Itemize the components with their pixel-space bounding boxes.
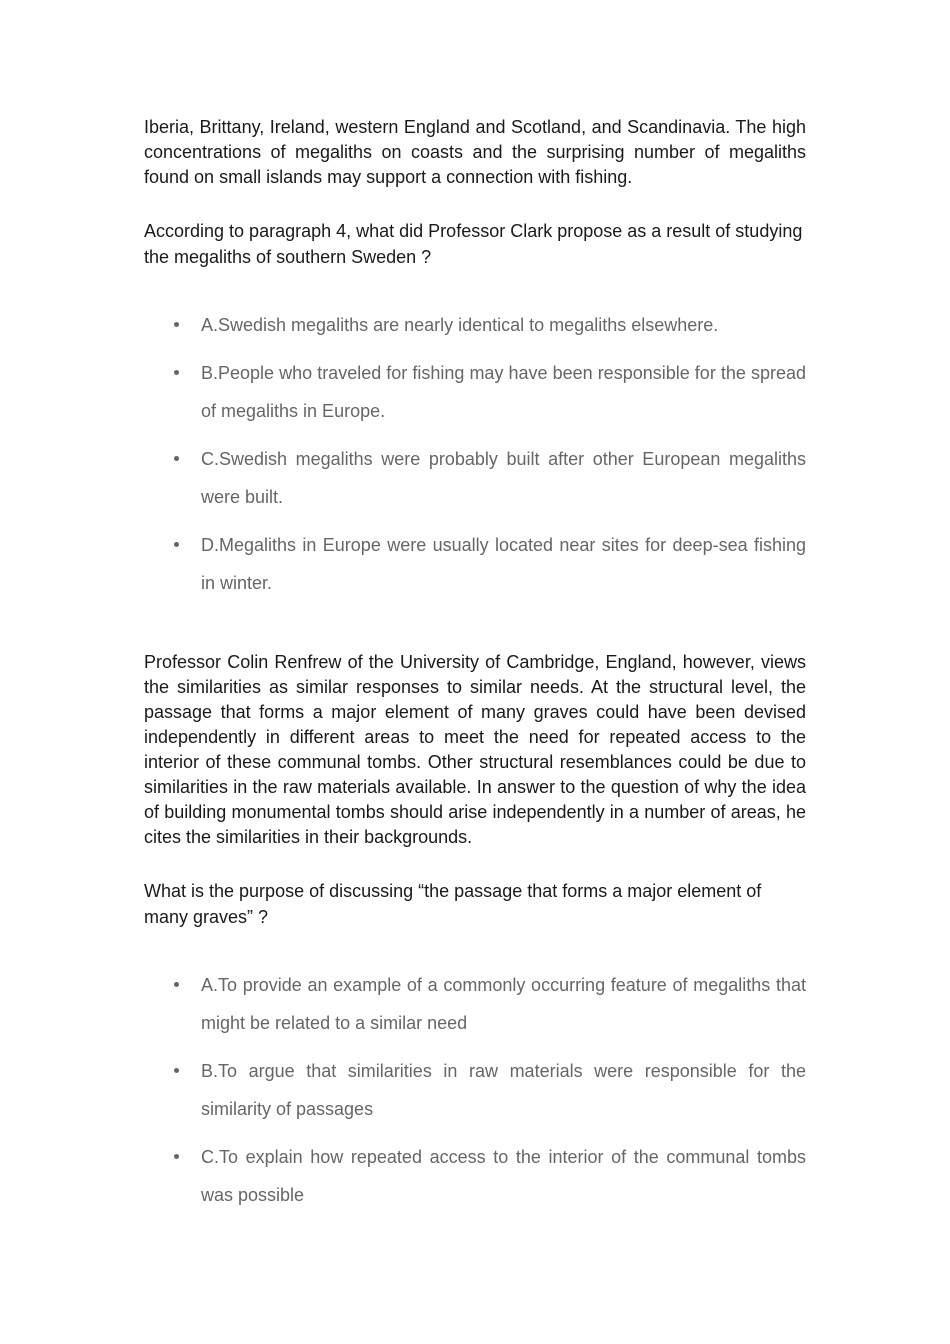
- bullet-icon: [174, 1154, 179, 1159]
- intro-paragraph: Iberia, Brittany, Ireland, western England and Scotland, and Scandinavia. The high concentrations of megaliths on coasts and the surprising number of megaliths found on small islands may support a connection with fishing.: [144, 117, 806, 187]
- question-1-option-a[interactable]: [144, 306, 806, 344]
- question-2-options: [144, 966, 806, 1214]
- option-label: B.To argue that similarities in raw materials were responsible for the similarity of passages: [201, 1061, 806, 1119]
- question-2-option-b[interactable]: [144, 1052, 806, 1128]
- question-1-option-b[interactable]: [144, 354, 806, 430]
- option-label: A.Swedish megaliths are nearly identical to megaliths elsewhere.: [201, 315, 719, 335]
- question-2-text: What is the purpose of discussing “the passage that forms a major element of many graves” ?: [144, 881, 762, 927]
- question-2-option-c[interactable]: [144, 1138, 806, 1214]
- option-label: C.Swedish megaliths were probably built after other European megaliths were built.: [201, 449, 806, 507]
- question-1-option-d[interactable]: [144, 526, 806, 602]
- question-1-options: [144, 306, 806, 602]
- option-label: B.People who traveled for fishing may have been responsible for the spread of megaliths in Europe.: [201, 363, 806, 421]
- option-label: C.To explain how repeated access to the interior of the communal tombs was possible: [201, 1147, 806, 1205]
- bullet-icon: [174, 456, 179, 461]
- option-label: D.Megaliths in Europe were usually located near sites for deep-sea fishing in winter.: [201, 535, 806, 593]
- bullet-icon: [174, 1068, 179, 1073]
- bullet-icon: [174, 982, 179, 987]
- question-1-option-c[interactable]: [144, 440, 806, 516]
- document-page: [144, 115, 806, 1224]
- option-label: A.To provide an example of a commonly occurring feature of megaliths that might be related to a similar need: [201, 975, 806, 1033]
- question-2-option-a[interactable]: [144, 966, 806, 1042]
- bullet-icon: [174, 370, 179, 375]
- bullet-icon: [174, 322, 179, 327]
- question-1-text: According to paragraph 4, what did Professor Clark propose as a result of studying the megaliths of southern Sweden ?: [144, 221, 803, 267]
- renfrew-paragraph: Professor Colin Renfrew of the University of Cambridge, England, however, views the similarities as similar responses to similar needs. At the structural level, the passage that forms a major element of many graves could have been devised independently in different areas to meet the need for repeated access to the interior of these communal tombs. Other structural resemblances could be due to similarities in the raw materials available. In answer to the question of why the idea of building monumental tombs should arise independently in a number of areas, he cites the similarities in their backgrounds.: [144, 652, 806, 847]
- bullet-icon: [174, 542, 179, 547]
